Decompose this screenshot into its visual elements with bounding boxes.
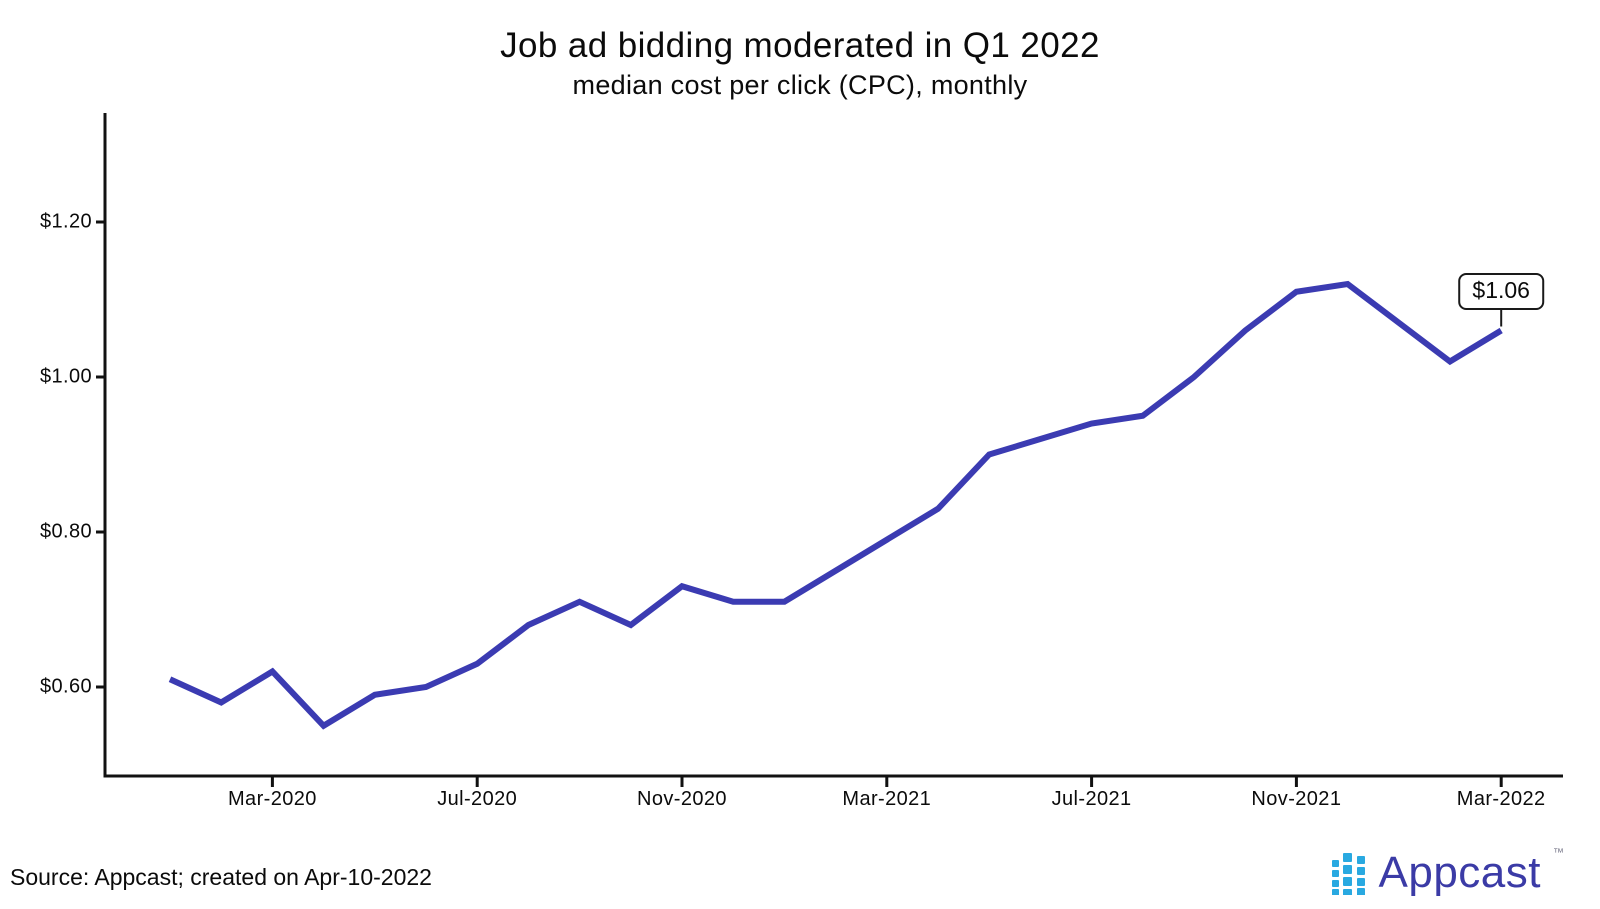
value-callout: $1.06 [1458, 273, 1544, 310]
logo-square [1357, 856, 1365, 864]
chart-title: Job ad bidding moderated in Q1 2022 [500, 26, 1100, 65]
chart-subtitle: median cost per click (CPC), monthly [572, 70, 1028, 100]
x-tick-label: Nov-2020 [637, 788, 727, 810]
source-note: Source: Appcast; created on Apr-10-2022 [10, 864, 432, 890]
y-tick-label: $1.00 [39, 365, 92, 388]
logo-square [1332, 860, 1339, 867]
appcast-logo-icon [1332, 852, 1369, 895]
appcast-logo-wordmark: Appcast [1378, 848, 1541, 897]
x-tick-label: Jul-2021 [1051, 788, 1132, 810]
x-tick-label: Mar-2020 [227, 788, 317, 810]
logo-square [1332, 889, 1339, 895]
logo-square [1357, 888, 1365, 895]
x-tick-label: Nov-2021 [1251, 788, 1342, 810]
cpc-series-line [170, 284, 1501, 726]
logo-square [1357, 867, 1365, 875]
y-tick-label: $0.80 [39, 520, 92, 543]
y-tick-label: $0.60 [39, 675, 92, 698]
y-tick-label: $1.20 [39, 210, 92, 233]
x-tick-label: Mar-2022 [1456, 788, 1546, 810]
logo-square [1343, 889, 1352, 895]
logo-square [1343, 853, 1352, 862]
logo-square [1343, 877, 1352, 886]
appcast-logo [1332, 847, 1564, 897]
logo-square [1343, 865, 1352, 874]
x-tick-label: Jul-2020 [437, 788, 518, 810]
logo-square [1332, 870, 1339, 877]
logo-square [1332, 880, 1339, 887]
logo-square [1357, 878, 1365, 886]
trademark-symbol: ™ [1553, 847, 1564, 859]
x-tick-label: Mar-2021 [842, 788, 932, 810]
